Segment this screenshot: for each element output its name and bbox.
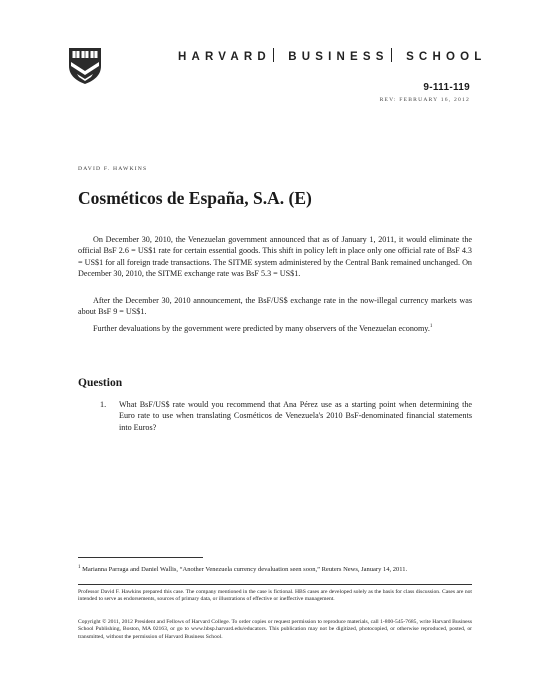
case-number: 9-111-119 [423,82,470,93]
masthead-divider [273,48,274,62]
case-title: Cosméticos de España, S.A. (E) [78,188,312,208]
body-paragraph: After the December 30, 2010 announcement, the BsF/US$ exchange rate in the now-illegal currency markets was about BsF 9 = US$1. [78,296,472,317]
question-heading: Question [78,377,123,389]
question-list [78,399,472,433]
footnote-text: Marianna Parraga and Daniel Wallis, “Another Venezuela currency devaluation seen soon,” Reuters News, January 14, 2011. [82,566,408,573]
author-name: DAVID F. HAWKINS [78,166,148,172]
hbs-shield-logo [68,47,102,85]
paragraph-text: Further devaluations by the government were predicted by many observers of the Venezuelan economy. [93,324,430,333]
masthead-school: SCHOOL [406,51,487,63]
footnote [78,566,407,573]
masthead-divider [391,48,392,62]
body-paragraph: On December 30, 2010, the Venezuelan government announced that as of January 1, 2011, it would eliminate the official BsF 2.6 = US$1 rate for certain essential goods. This shift in policy left in place only one official rate of BsF 4.3 = US$1 for all foreign trade transactions. The SITME system administered by the Central Bank remained unchanged. On December 30, 2010, the SITME exchange rate was BsF 5.3 = US$1. [78,235,472,279]
masthead-business: BUSINESS [288,51,389,63]
copyright-notice: Copyright © 2011, 2012 President and Fellows of Harvard College. To order copies or request permission to reproduce materials, call 1-800-545-7685, write Harvard Business School Publishing, Boston, MA 02163, or go to www.hbsp.harvard.edu/educators. This publication may not be digitized, photocopied, or otherwise reproduced, posted, or transmitted, without the permission of Harvard Business School. [78,619,472,640]
masthead [178,48,486,63]
footnote-divider [78,557,203,558]
question-item [78,399,472,433]
question-text: What BsF/US$ rate would you recommend that Ana Pérez use as a starting point when determining the Euro rate to use when translating Cosméticos de Venezuela's 2010 BsF-denominated financial statements into Euros? [119,400,472,432]
masthead-harvard: HARVARD [178,51,271,63]
legal-divider [78,584,472,585]
footnote-marker: 1 [78,565,81,570]
prepared-by-notice: Professor David F. Hawkins prepared this case. The company mentioned in the case is fictional. HBS cases are developed solely as the basis for class discussion. Cases are not intended to serve as endorsements, sources of primary data, or illustrations of effective or ineffective management. [78,589,472,603]
revision-date: REV: FEBRUARY 16, 2012 [379,97,470,103]
body-paragraph [78,323,472,334]
footnote-reference: 1 [429,324,433,329]
question-number: 1. [100,400,107,409]
